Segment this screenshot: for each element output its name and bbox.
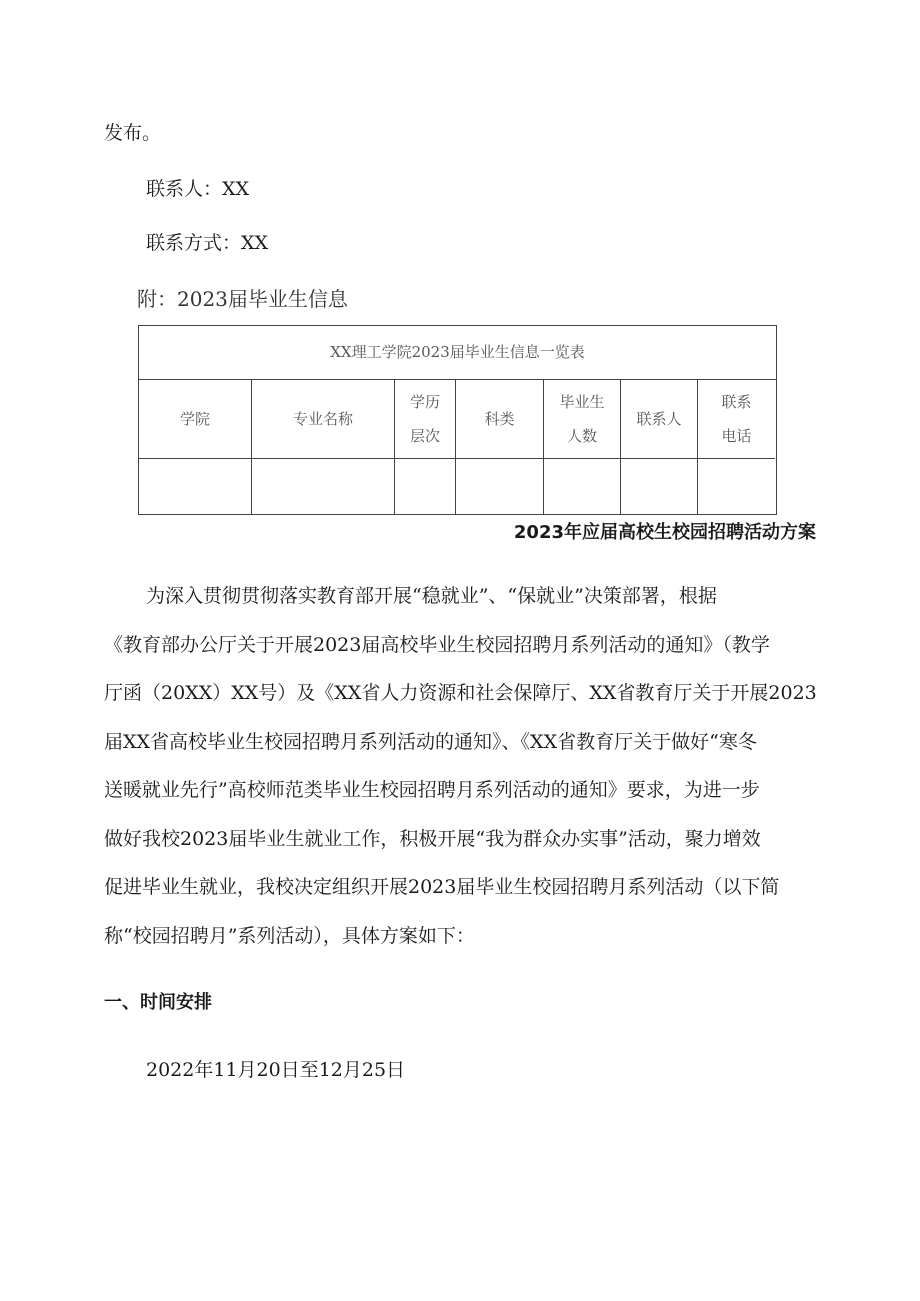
appendix-title: 附：2023届毕业生信息 [137, 287, 348, 311]
header-graduate-count: 毕业生 人数 [544, 379, 621, 459]
table-cell [456, 459, 544, 514]
intro-paragraph [104, 572, 816, 960]
header-major: 专业名称 [252, 379, 395, 459]
table-caption: XX理工学院2023届毕业生信息一览表 [139, 326, 776, 380]
schedule-date-range: 2022年11月20日至12月25日 [146, 1059, 406, 1081]
table-cell [544, 459, 621, 514]
graduate-info-table [138, 325, 777, 515]
section-heading-schedule: 一、时间安排 [104, 992, 212, 1013]
header-contact-person: 联系人 [621, 379, 698, 459]
header-contact-phone: 联系 电话 [698, 379, 775, 459]
plan-title: 2023年应届高校生校园招聘活动方案 [513, 522, 816, 543]
table-cell [621, 459, 698, 514]
paragraph-line: 届XX省高校毕业生校园招聘月系列活动的通知》、《XX省教育厅关于做好“寒冬 [104, 730, 757, 753]
paragraph-line: 为深入贯彻贯彻落实教育部开展“稳就业”、“保就业”决策部署，根据 [146, 585, 717, 607]
paragraph-line: 做好我校2023届毕业生就业工作，积极开展“我为群众办实事”活动，聚力增效 [104, 827, 761, 850]
table-cell [395, 459, 456, 514]
header-subject-type: 科类 [456, 379, 544, 459]
contact-method: 联系方式：XX [146, 232, 269, 254]
header-college: 学院 [139, 379, 252, 459]
paragraph-line: 厅函（20XX）XX号）及《XX省人力资源和社会保障厅、XX省教育厅关于开展2023 [104, 682, 817, 704]
paragraph-line: 送暖就业先行”高校师范类毕业生校园招聘月系列活动的通知》要求，为进一步 [104, 779, 760, 801]
table-cell [252, 459, 395, 514]
previous-section-fragment: 发布。 [104, 122, 162, 144]
contact-person: 联系人：XX [146, 178, 250, 200]
header-education-level: 学历 层次 [395, 379, 456, 459]
paragraph-line: 称“校园招聘月”系列活动），具体方案如下： [104, 924, 475, 947]
table-cell [139, 459, 252, 514]
paragraph-line: 《教育部办公厅关于开展2023届高校毕业生校园招聘月系列活动的通知》（教学 [104, 633, 770, 656]
paragraph-line: 促进毕业生就业，我校决定组织开展2023届毕业生校园招聘月系列活动（以下简 [104, 876, 780, 898]
table-cell [698, 459, 775, 514]
